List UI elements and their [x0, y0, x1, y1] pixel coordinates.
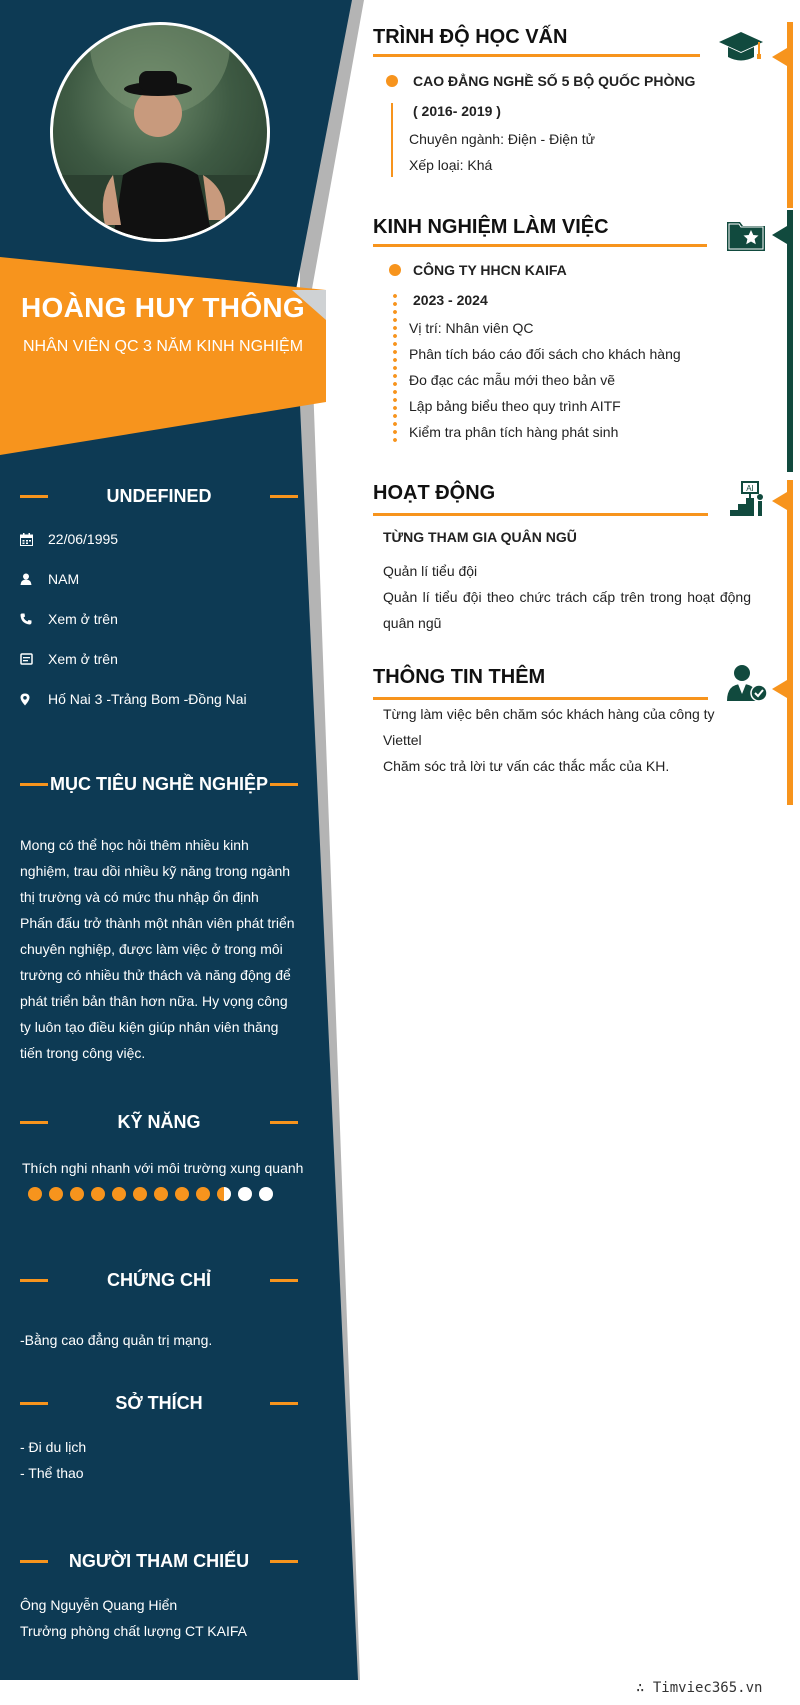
experience-bullet: [389, 264, 401, 276]
education-grade: Xếp loại: Khá: [409, 157, 493, 173]
svg-text:AI: AI: [746, 484, 754, 493]
graduation-cap-icon: [718, 30, 764, 64]
activity-stairs-icon: [728, 480, 766, 518]
certificates-heading-text: CHỨNG CHỈ: [107, 1269, 211, 1290]
experience-underline: [373, 244, 707, 247]
experience-detail: Kiểm tra phân tích hàng phát sinh: [409, 424, 619, 440]
objective-line: chuyên nghiệp, được làm việc ở trong môi: [20, 941, 283, 957]
objective-text: [20, 832, 298, 1066]
skill-rating-dot: [70, 1187, 84, 1201]
gender-row: [20, 568, 79, 590]
verified-user-icon: [726, 664, 768, 702]
gender-value: NAM: [48, 571, 80, 587]
references-heading-text: NGƯỜI THAM CHIẾU: [68, 1550, 250, 1571]
experience-detail: Đo đạc các mẫu mới theo bản vẽ: [409, 372, 616, 388]
phone-value: Xem ở trên: [48, 611, 118, 627]
skill-rating-dot: [217, 1187, 231, 1201]
skill-rating-dot: [175, 1187, 189, 1201]
heading-dash: [20, 783, 48, 786]
skill-rating-dot: [154, 1187, 168, 1201]
hobbies-heading-text: SỞ THÍCH: [115, 1392, 203, 1413]
skill-rating-dot: [196, 1187, 210, 1201]
experience-accent-arrow: [772, 226, 787, 244]
heading-dash: [270, 495, 298, 498]
activities-underline: [373, 513, 708, 516]
heading-dash: [20, 1121, 48, 1124]
heading-dash: [270, 1279, 298, 1282]
folder-star-icon: [726, 218, 766, 252]
activities-heading: HOẠT ĐỘNG: [373, 482, 496, 504]
skill-rating-dot: [259, 1187, 273, 1201]
reference-item: Ông Nguyễn Quang Hiển: [20, 1597, 178, 1613]
skills-heading-text: KỸ NĂNG: [117, 1111, 201, 1132]
calendar-icon: [20, 531, 46, 547]
skill-rating-dot: [49, 1187, 63, 1201]
personal-heading-text: UNDEFINED: [106, 485, 212, 506]
birthday-value: 22/06/1995: [48, 531, 119, 547]
skills-heading: [20, 1109, 298, 1135]
education-bullet: [386, 75, 398, 87]
heading-dash: [270, 1402, 298, 1405]
additional-line: Từng làm việc bên chăm sóc khách hàng của công ty: [383, 706, 715, 722]
experience-detail: Vị trí: Nhân viên QC: [409, 320, 534, 336]
objective-line: trường có nhiều thử thách và năng động để: [20, 967, 291, 983]
education-period: ( 2016- 2019 ): [413, 103, 501, 119]
education-major: Chuyên ngành: Điện - Điện tử: [409, 131, 596, 147]
references-heading: [20, 1548, 298, 1574]
activity-line: Quản lí tiểu đội theo chức trách cấp trên trong hoạt động: [383, 589, 751, 605]
location-icon: [20, 691, 46, 707]
skill-rating: [28, 1187, 273, 1201]
experience-period: 2023 - 2024: [413, 292, 488, 308]
candidate-position: NHÂN VIÊN QC 3 NĂM KINH NGHIỆM: [22, 338, 304, 355]
phone-icon: [20, 611, 46, 627]
education-timeline: [391, 103, 393, 177]
references-list: [20, 1592, 298, 1644]
skill-rating-dot: [133, 1187, 147, 1201]
email-value: Xem ở trên: [48, 651, 118, 667]
education-accent-arrow: [772, 48, 787, 66]
heading-dash: [20, 1279, 48, 1282]
email-row: [20, 648, 118, 670]
experience-company: CÔNG TY HHCN KAIFA: [413, 262, 567, 278]
education-school: CAO ĐẲNG NGHỀ SỐ 5 BỘ QUỐC PHÒNG: [413, 73, 696, 89]
email-icon: [20, 651, 46, 667]
user-icon: [20, 571, 46, 587]
additional-line: Chăm sóc trả lời tư vấn các thắc mắc của KH.: [383, 758, 670, 774]
activities-accent-arrow: [772, 492, 787, 510]
objective-line: ty luôn tạo điều kiện giúp nhân viên thăng: [20, 1019, 279, 1035]
activity-line: quân ngũ: [383, 615, 442, 631]
address-row: [20, 688, 247, 710]
profile-photo: [50, 22, 270, 242]
heading-dash: [20, 1560, 48, 1563]
heading-dash: [20, 495, 48, 498]
experience-accent-bar: [787, 210, 793, 472]
phone-row: [20, 608, 118, 630]
heading-dash: [270, 783, 298, 786]
experience-heading: KINH NGHIỆM LÀM VIỆC: [373, 216, 609, 238]
skill-rating-dot: [91, 1187, 105, 1201]
birthday-row: [20, 528, 118, 550]
activities-accent-bar: [787, 480, 793, 805]
reference-item: Trưởng phòng chất lượng CT KAIFA: [20, 1623, 247, 1639]
heading-dash: [270, 1560, 298, 1563]
skill-rating-dot: [28, 1187, 42, 1201]
watermark: ∴ Timviec365.vn: [636, 1680, 763, 1696]
education-accent-bar: [787, 22, 793, 208]
experience-detail: Phân tích báo cáo đối sách cho khách hàng: [409, 346, 681, 362]
skill-rating-dot: [112, 1187, 126, 1201]
skill-name: Thích nghi nhanh với môi trường xung quanh: [22, 1160, 304, 1176]
objective-heading-text: MỤC TIÊU NGHỀ NGHIỆP: [49, 773, 268, 794]
candidate-name: HOÀNG HUY THÔNG: [21, 292, 305, 323]
education-underline: [373, 54, 700, 57]
objective-line: Mong có thể học hỏi thêm nhiều kinh: [20, 837, 249, 853]
experience-timeline: [393, 292, 397, 444]
education-heading: TRÌNH ĐỘ HỌC VẤN: [373, 26, 568, 48]
objective-line: nghiệm, trau dồi nhiều kỹ năng trong ngành: [20, 863, 291, 879]
additional-heading: THÔNG TIN THÊM: [373, 666, 546, 688]
objective-line: Phấn đấu trở thành một nhân viên phát triển: [20, 915, 295, 931]
heading-dash: [270, 1121, 298, 1124]
hobbies-heading: [20, 1390, 298, 1416]
additional-line: Viettel: [383, 732, 422, 748]
hobby-item: - Thể thao: [20, 1465, 84, 1481]
additional-underline: [373, 697, 708, 700]
hobbies-list: [20, 1434, 298, 1486]
objective-line: phát triển bản thân hơn nữa. Hy vọng công: [20, 993, 288, 1009]
objective-line: thị trường và có mức thu nhập ổn định: [20, 889, 259, 905]
certificates-list: [20, 1327, 298, 1353]
certificate-item: -Bằng cao đẳng quản trị mạng.: [20, 1332, 213, 1348]
certificates-heading: [20, 1267, 298, 1293]
objective-heading: [20, 771, 298, 797]
additional-accent-arrow: [772, 680, 787, 698]
hobby-item: - Đi du lịch: [20, 1439, 87, 1455]
experience-detail: Lập bảng biểu theo quy trình AITF: [409, 398, 621, 414]
activity-line: Quản lí tiểu đội: [383, 563, 478, 579]
activity-title: TỪNG THAM GIA QUÂN NGŨ: [383, 529, 577, 545]
skill-rating-dot: [238, 1187, 252, 1201]
name-block: [0, 292, 326, 356]
objective-line: tiến trong công việc.: [20, 1045, 146, 1061]
heading-dash: [20, 1402, 48, 1405]
address-value: Hố Nai 3 -Trảng Bom -Đồng Nai: [48, 691, 247, 707]
personal-heading: [20, 483, 298, 509]
